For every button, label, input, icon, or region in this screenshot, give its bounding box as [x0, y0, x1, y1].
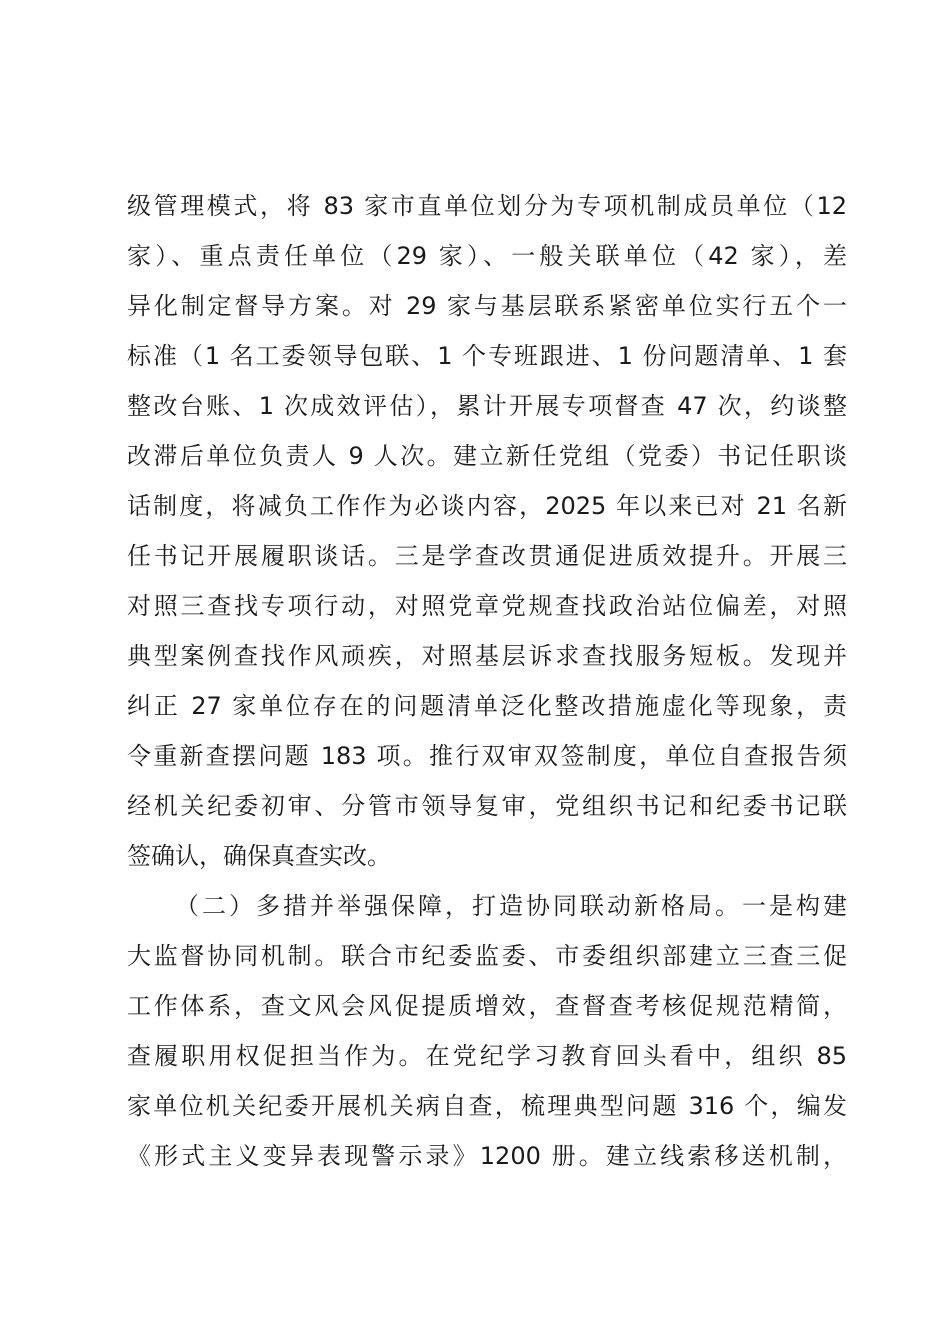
text-line: 《形式主义变异表现警示录》1200 册。建立线索移送机制，: [127, 1142, 847, 1170]
text-line: 改滞后单位负责人 9 人次。建立新任党组（党委）书记任职谈: [127, 442, 847, 470]
text-line: 纠正 27 家单位存在的问题清单泛化整改措施虚化等现象，责: [127, 692, 847, 720]
paragraph-heading-line: （二）多措并举强保障，打造协同联动新格局。一是构建: [175, 892, 847, 920]
text-line: 话制度，将减负工作作为必谈内容，2025 年以来已对 21 名新: [127, 492, 847, 520]
text-line: 异化制定督导方案。对 29 家与基层联系紧密单位实行五个一: [127, 292, 847, 320]
text-line: 典型案例查找作风顽疾，对照基层诉求查找服务短板。发现并: [127, 642, 847, 670]
text-line: 标准（1 名工委领导包联、1 个专班跟进、1 份问题清单、1 套: [127, 342, 847, 370]
text-line: 签确认，确保真查实改。: [127, 842, 391, 870]
text-line: 对照三查找专项行动，对照党章党规查找政治站位偏差，对照: [127, 592, 847, 620]
text-line: 整改台账、1 次成效评估），累计开展专项督查 47 次，约谈整: [127, 392, 847, 420]
text-line: 经机关纪委初审、分管市领导复审，党组织书记和纪委书记联: [127, 792, 847, 820]
text-line: 家单位机关纪委开展机关病自查，梳理典型问题 316 个，编发: [127, 1092, 847, 1120]
text-line: 任书记开展履职谈话。三是学查改贯通促进质效提升。开展三: [127, 542, 847, 570]
text-line: 家）、重点责任单位（29 家）、一般关联单位（42 家），差: [127, 242, 847, 270]
text-line: 查履职用权促担当作为。在党纪学习教育回头看中，组织 85: [127, 1042, 847, 1070]
text-line: 令重新查摆问题 183 项。推行双审双签制度，单位自查报告须: [127, 742, 847, 770]
text-line: 级管理模式，将 83 家市直单位划分为专项机制成员单位（12: [127, 192, 847, 220]
text-line: 工作体系，查文风会风促提质增效，查督查考核促规范精简，: [127, 992, 847, 1020]
text-line: 大监督协同机制。联合市纪委监委、市委组织部建立三查三促: [127, 942, 847, 970]
